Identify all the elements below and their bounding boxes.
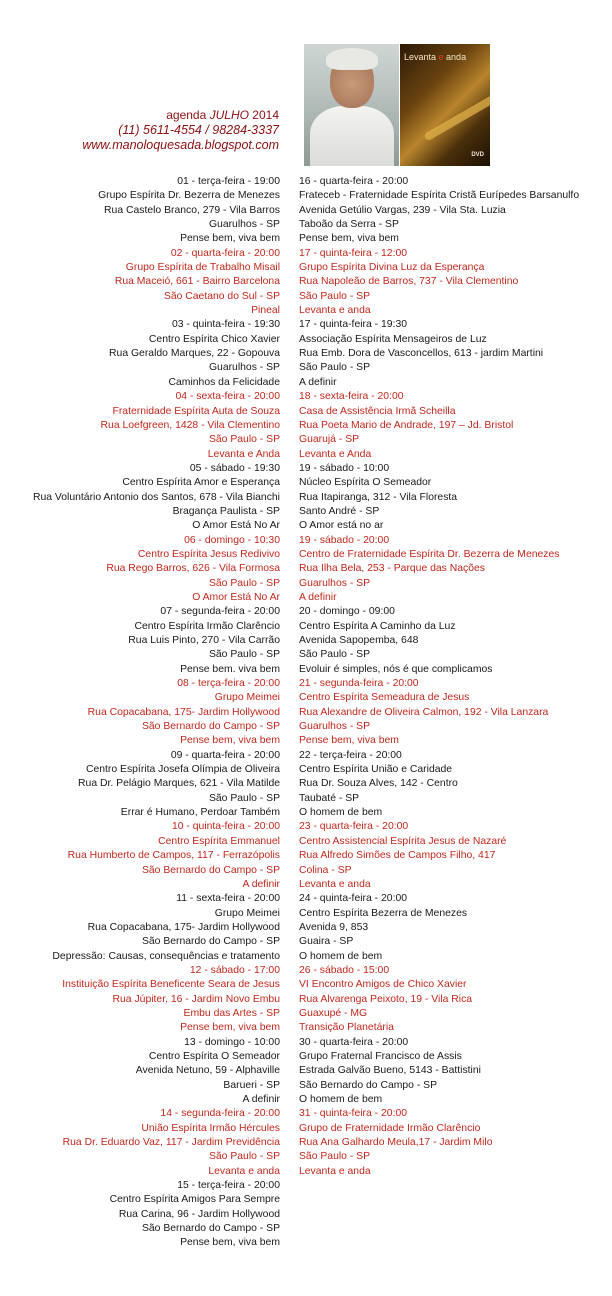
venue-name: União Espírita Irmão Hércules xyxy=(141,1122,280,1134)
venue-city: Guarulhos - SP xyxy=(208,219,280,231)
lecture-title: Pense bem. viva bem xyxy=(180,663,280,675)
dvd-title-part1: Levanta xyxy=(404,52,439,62)
event-date: 16 - quarta-feira - 20:00 xyxy=(299,176,409,187)
event-date: 04 - sexta-feira - 20:00 xyxy=(175,391,280,403)
venue-city: São Paulo - SP xyxy=(208,792,280,804)
venue-name: Centro Espírita Amor e Esperança xyxy=(122,477,280,489)
venue-address: Rua Ana Galhardo Meula,17 - Jardim Milo xyxy=(299,1137,493,1149)
venue-address: Avenida Netuno, 59 - Alphaville xyxy=(135,1065,280,1077)
venue-city: Guarulhos - SP xyxy=(299,577,371,589)
lecture-title: Pense bem, viva bem xyxy=(299,233,399,245)
venue-address: Rua Dr. Pelágio Marques, 621 - Vila Matilde xyxy=(78,778,280,790)
venue-city: Embu das Artes - SP xyxy=(183,1007,280,1019)
lecture-title: O Amor está no ar xyxy=(299,520,384,532)
venue-address: Rua Geraldo Marques, 22 - Gopouva xyxy=(109,348,280,360)
venue-address: Rua Copacabana, 175- Jardim Hollywood xyxy=(87,706,280,718)
venue-city: Taboão da Serra - SP xyxy=(299,219,399,231)
event-entry xyxy=(33,749,280,821)
venue-city: São Bernardo do Campo - SP xyxy=(141,721,280,733)
speaker-photo xyxy=(304,44,399,166)
venue-name: Centro de Fraternidade Espírita Dr. Bezerra de Menezes xyxy=(299,548,560,560)
venue-city: São Bernardo do Campo - SP xyxy=(141,1223,280,1235)
lecture-title: Levanta e anda xyxy=(208,1165,280,1177)
lecture-title: O Amor Está No Ar xyxy=(192,520,280,532)
lecture-title: Pineal xyxy=(251,305,280,317)
lecture-title: A definir xyxy=(299,376,337,388)
dvd-light-streak xyxy=(423,95,490,142)
venue-address: Rua Maceió, 661 - Bairro Barcelona xyxy=(114,276,280,288)
event-date: 08 - terça-feira - 20:00 xyxy=(177,678,280,690)
lecture-title: Pense bem, viva bem xyxy=(180,1022,280,1034)
event-entry xyxy=(33,605,280,677)
venue-city: São Paulo - SP xyxy=(208,577,280,589)
event-entry xyxy=(33,892,280,964)
lecture-title: Transição Planetária xyxy=(299,1022,394,1034)
event-date: 23 - quarta-feira - 20:00 xyxy=(299,821,409,833)
event-date: 15 - terça-feira - 20:00 xyxy=(177,1180,280,1192)
venue-city: Guaira - SP xyxy=(299,936,354,948)
venue-city: São Paulo - SP xyxy=(299,1151,371,1163)
event-entry xyxy=(299,677,579,749)
event-date: 11 - sexta-feira - 20:00 xyxy=(176,893,280,905)
event-entry xyxy=(299,462,579,534)
event-entry xyxy=(33,318,280,390)
venue-address: Avenida Sapopemba, 648 xyxy=(299,635,419,646)
venue-address: Rua Ilha Bela, 253 - Parque das Nações xyxy=(299,563,485,575)
event-entry xyxy=(33,462,280,534)
event-date: 30 - quarta-feira - 20:00 xyxy=(299,1036,409,1048)
lecture-title: O homem de bem xyxy=(299,807,383,819)
venue-name: Centro Espírita Josefa Olímpia de Oliveira xyxy=(85,764,280,776)
venue-name: Grupo de Fraternidade Irmão Clarêncio xyxy=(299,1122,481,1134)
lecture-title: Pense bem, viva bem xyxy=(180,233,280,245)
dvd-title-part2: anda xyxy=(443,52,467,62)
event-date: 20 - domingo - 09:00 xyxy=(299,606,395,618)
venue-address: Avenida 9, 853 xyxy=(299,921,369,933)
venue-city: São Paulo - SP xyxy=(208,649,280,661)
venue-name: Grupo Espírita Divina Luz da Esperança xyxy=(299,262,485,274)
venue-city: São Paulo - SP xyxy=(299,290,371,302)
event-entry xyxy=(33,677,280,749)
venue-name: Casa de Assistência Irmã Scheilla xyxy=(299,405,456,417)
lecture-title: O Amor Está No Ar xyxy=(192,591,280,603)
venue-name: Grupo Meimei xyxy=(214,692,280,704)
agenda-year: 2014 xyxy=(248,108,279,122)
venue-address: Rua Alvarenga Peixoto, 19 - Vila Rica xyxy=(299,993,473,1005)
lecture-title: Pense bem, viva bem xyxy=(299,735,399,747)
agenda-prefix: agenda xyxy=(166,108,210,122)
venue-name: Centro Espírita União e Caridade xyxy=(299,764,453,776)
venue-address: Rua Copacabana, 175- Jardim Hollywood xyxy=(87,921,280,933)
venue-name: Centro Espírita A Caminho da Luz xyxy=(299,620,456,632)
venue-city: São Paulo - SP xyxy=(299,362,371,374)
venue-name: Centro Espírita Semeadura de Jesus xyxy=(299,692,470,704)
event-entry xyxy=(299,749,579,821)
venue-address: Rua Poeta Mario de Andrade, 197 – Jd. Bristol xyxy=(299,419,514,431)
lecture-title: Pense bem, viva bem xyxy=(180,1237,280,1249)
venue-city: Santo André - SP xyxy=(299,505,380,517)
event-entry xyxy=(299,1036,579,1108)
venue-name: Frateceb - Fraternidade Espírita Cristã Eurípedes Barsanulfo xyxy=(299,190,580,202)
venue-address: Rua Alfredo Simões de Campos Filho, 417 xyxy=(299,850,496,862)
event-date: 09 - quarta-feira - 20:00 xyxy=(170,749,280,761)
venue-city: São Bernardo do Campo - SP xyxy=(141,864,280,876)
lecture-title: Depressão: Causas, consequências e tratamento xyxy=(52,950,280,962)
phone-numbers: (11) 5611-4554 / 98284-3337 xyxy=(118,123,279,137)
lecture-title: Levanta e Anda xyxy=(299,448,372,460)
venue-address: Rua Castelo Branco, 279 - Vila Barros xyxy=(104,204,280,216)
venue-address: Rua Rego Barros, 626 - Vila Formosa xyxy=(106,563,280,575)
event-entry xyxy=(33,1179,280,1251)
venue-city: Guarulhos - SP xyxy=(208,362,280,374)
venue-name: Grupo Fraternal Francisco de Assis xyxy=(299,1050,462,1062)
lecture-title: Pense bem, viva bem xyxy=(180,735,280,747)
venue-city: São Bernardo do Campo - SP xyxy=(141,936,280,948)
lecture-title: A definir xyxy=(242,1094,280,1105)
venue-name: VI Encontro Amigos de Chico Xavier xyxy=(299,979,467,991)
event-date: 17 - quinta-feira - 19:30 xyxy=(299,319,408,331)
lecture-title: A definir xyxy=(299,591,337,603)
event-entry xyxy=(299,820,579,892)
event-entry xyxy=(299,964,579,1036)
lecture-title: O homem de bem xyxy=(299,1094,383,1105)
event-entry xyxy=(33,534,280,606)
venue-city: Bragança Paulista - SP xyxy=(172,505,280,517)
venue-address: Rua Carina, 96 - Jardim Hollywood xyxy=(118,1208,280,1220)
event-date: 19 - sábado - 20:00 xyxy=(299,534,390,546)
event-date: 10 - quinta-feira - 20:00 xyxy=(171,821,280,833)
dvd-title-e: e xyxy=(438,52,444,62)
dvd-title xyxy=(404,52,466,62)
venue-city: Guarulhos - SP xyxy=(299,721,371,733)
event-date: 12 - sábado - 17:00 xyxy=(189,964,280,976)
venue-city: São Paulo - SP xyxy=(208,434,280,446)
event-date: 31 - quinta-feira - 20:00 xyxy=(299,1108,408,1120)
venue-city: Taubaté - SP xyxy=(299,792,360,804)
venue-address: Estrada Galvão Bueno, 5143 - Battistini xyxy=(299,1065,481,1077)
venue-name: Centro Espírita Irmão Clarêncio xyxy=(134,620,280,632)
lecture-title: O homem de bem xyxy=(299,950,383,962)
venue-name: Centro Espírita Emmanuel xyxy=(158,835,280,847)
venue-name: Fraternidade Espírita Auta de Souza xyxy=(112,405,280,417)
event-entry xyxy=(33,820,280,892)
venue-address: Rua Júpiter, 16 - Jardim Novo Embu xyxy=(112,993,280,1005)
venue-name: Centro Espírita Jesus Redivivo xyxy=(137,548,280,560)
photo-hair xyxy=(326,48,378,70)
venue-address: Rua Dr. Souza Alves, 142 - Centro xyxy=(299,778,458,790)
event-entry xyxy=(299,605,579,677)
venue-address: Rua Dr. Eduardo Vaz, 117 - Jardim Previdência xyxy=(62,1137,280,1149)
website-url[interactable]: www.manoloquesada.blogspot.com xyxy=(82,138,279,152)
venue-name: Grupo Espírita de Trabalho Misail xyxy=(125,262,280,274)
event-date: 06 - domingo - 10:30 xyxy=(184,534,280,546)
agenda-title xyxy=(82,108,279,123)
event-date: 19 - sábado - 10:00 xyxy=(299,462,390,474)
venue-city: Barueri - SP xyxy=(223,1079,280,1091)
venue-address: Rua Luis Pinto, 270 - Vila Carrão xyxy=(128,635,280,646)
event-date: 26 - sábado - 15:00 xyxy=(299,964,390,976)
event-date: 14 - segunda-feira - 20:00 xyxy=(160,1108,280,1120)
venue-name: Associação Espírita Mensageiros de Luz xyxy=(299,333,487,345)
venue-city: Guaxupé - MG xyxy=(299,1007,368,1019)
venue-address: Avenida Getúlio Vargas, 239 - Vila Sta. Luzia xyxy=(299,204,506,216)
venue-address: Rua Itapiranga, 312 - Vila Floresta xyxy=(299,491,458,503)
schedule-left-column xyxy=(33,175,280,1251)
event-entry xyxy=(33,390,280,462)
venue-address: Rua Alexandre de Oliveira Calmon, 192 - Vila Lanzara xyxy=(299,706,549,718)
venue-name: Centro Espírita Bezerra de Menezes xyxy=(299,907,468,919)
lecture-title: Levanta e anda xyxy=(299,1165,371,1177)
event-entry xyxy=(33,247,280,319)
venue-address: Rua Emb. Dora de Vasconcellos, 613 - jardim Martini xyxy=(299,348,544,360)
venue-address: Rua Voluntário Antonio dos Santos, 678 - Vila Bianchi xyxy=(32,491,280,503)
venue-name: Instituição Espírita Beneficente Seara de Jesus xyxy=(62,979,280,991)
venue-name: Grupo Espírita Dr. Bezerra de Menezes xyxy=(98,190,280,202)
lecture-title: Errar é Humano, Perdoar Também xyxy=(120,807,280,819)
venue-name: Grupo Meimei xyxy=(214,907,280,919)
event-entry xyxy=(33,175,280,247)
event-entry xyxy=(33,964,280,1036)
event-entry xyxy=(299,318,579,390)
agenda-month: JULHO xyxy=(209,108,249,122)
event-date: 01 - terça-feira - 19:00 xyxy=(177,176,280,187)
venue-city: Guarujá - SP xyxy=(299,434,360,446)
event-entry xyxy=(299,534,579,606)
venue-city: Colina - SP xyxy=(299,864,352,876)
dvd-cover xyxy=(400,44,490,166)
venue-name: Centro Espírita O Semeador xyxy=(148,1050,280,1062)
venue-name: Centro Espírita Amigos Para Sempre xyxy=(109,1194,280,1206)
event-date: 03 - quinta-feira - 19:30 xyxy=(171,319,280,331)
venue-address: Rua Humberto de Campos, 117 - Ferrazópolis xyxy=(67,850,280,862)
lecture-title: Evoluir é simples, nós é que complicamos xyxy=(299,663,493,675)
venue-city: São Paulo - SP xyxy=(208,1151,280,1163)
schedule-right-column xyxy=(299,175,579,1179)
venue-city: São Caetano do Sul - SP xyxy=(163,290,280,302)
event-entry xyxy=(299,892,579,964)
event-date: 22 - terça-feira - 20:00 xyxy=(299,749,402,761)
venue-city: São Bernardo do Campo - SP xyxy=(299,1079,438,1091)
event-date: 18 - sexta-feira - 20:00 xyxy=(299,391,404,403)
event-date: 17 - quinta-feira - 12:00 xyxy=(299,247,408,259)
event-date: 21 - segunda-feira - 20:00 xyxy=(299,678,419,690)
event-entry xyxy=(33,1107,280,1179)
venue-name: Centro Espírita Chico Xavier xyxy=(148,333,280,345)
event-date: 05 - sábado - 19:30 xyxy=(189,462,280,474)
lecture-title: Levanta e Anda xyxy=(207,448,280,460)
venue-name: Centro Assistencial Espírita Jesus de Nazaré xyxy=(299,835,507,847)
event-entry xyxy=(299,1107,579,1179)
event-entry xyxy=(299,390,579,462)
event-date: 02 - quarta-feira - 20:00 xyxy=(170,247,280,259)
venue-name: Núcleo Espírita O Semeador xyxy=(299,477,432,489)
event-entry xyxy=(299,175,579,247)
event-entry xyxy=(33,1036,280,1108)
photo-shirt xyxy=(310,106,394,166)
event-date: 07 - segunda-feira - 20:00 xyxy=(160,606,280,618)
event-entry xyxy=(299,247,579,319)
event-date: 13 - domingo - 10:00 xyxy=(184,1036,280,1048)
lecture-title: A definir xyxy=(242,878,280,890)
lecture-title: Caminhos da Felicidade xyxy=(168,376,280,388)
event-date: 24 - quinta-feira - 20:00 xyxy=(299,893,408,905)
lecture-title: Levanta e anda xyxy=(299,878,371,890)
agenda-header xyxy=(82,108,279,153)
dvd-logo: DVD xyxy=(471,152,484,158)
venue-address: Rua Loefgreen, 1428 - Vila Clementino xyxy=(100,419,280,431)
venue-city: São Paulo - SP xyxy=(299,649,371,661)
venue-address: Rua Napoleão de Barros, 737 - Vila Clementino xyxy=(299,276,519,288)
lecture-title: Levanta e anda xyxy=(299,305,371,317)
